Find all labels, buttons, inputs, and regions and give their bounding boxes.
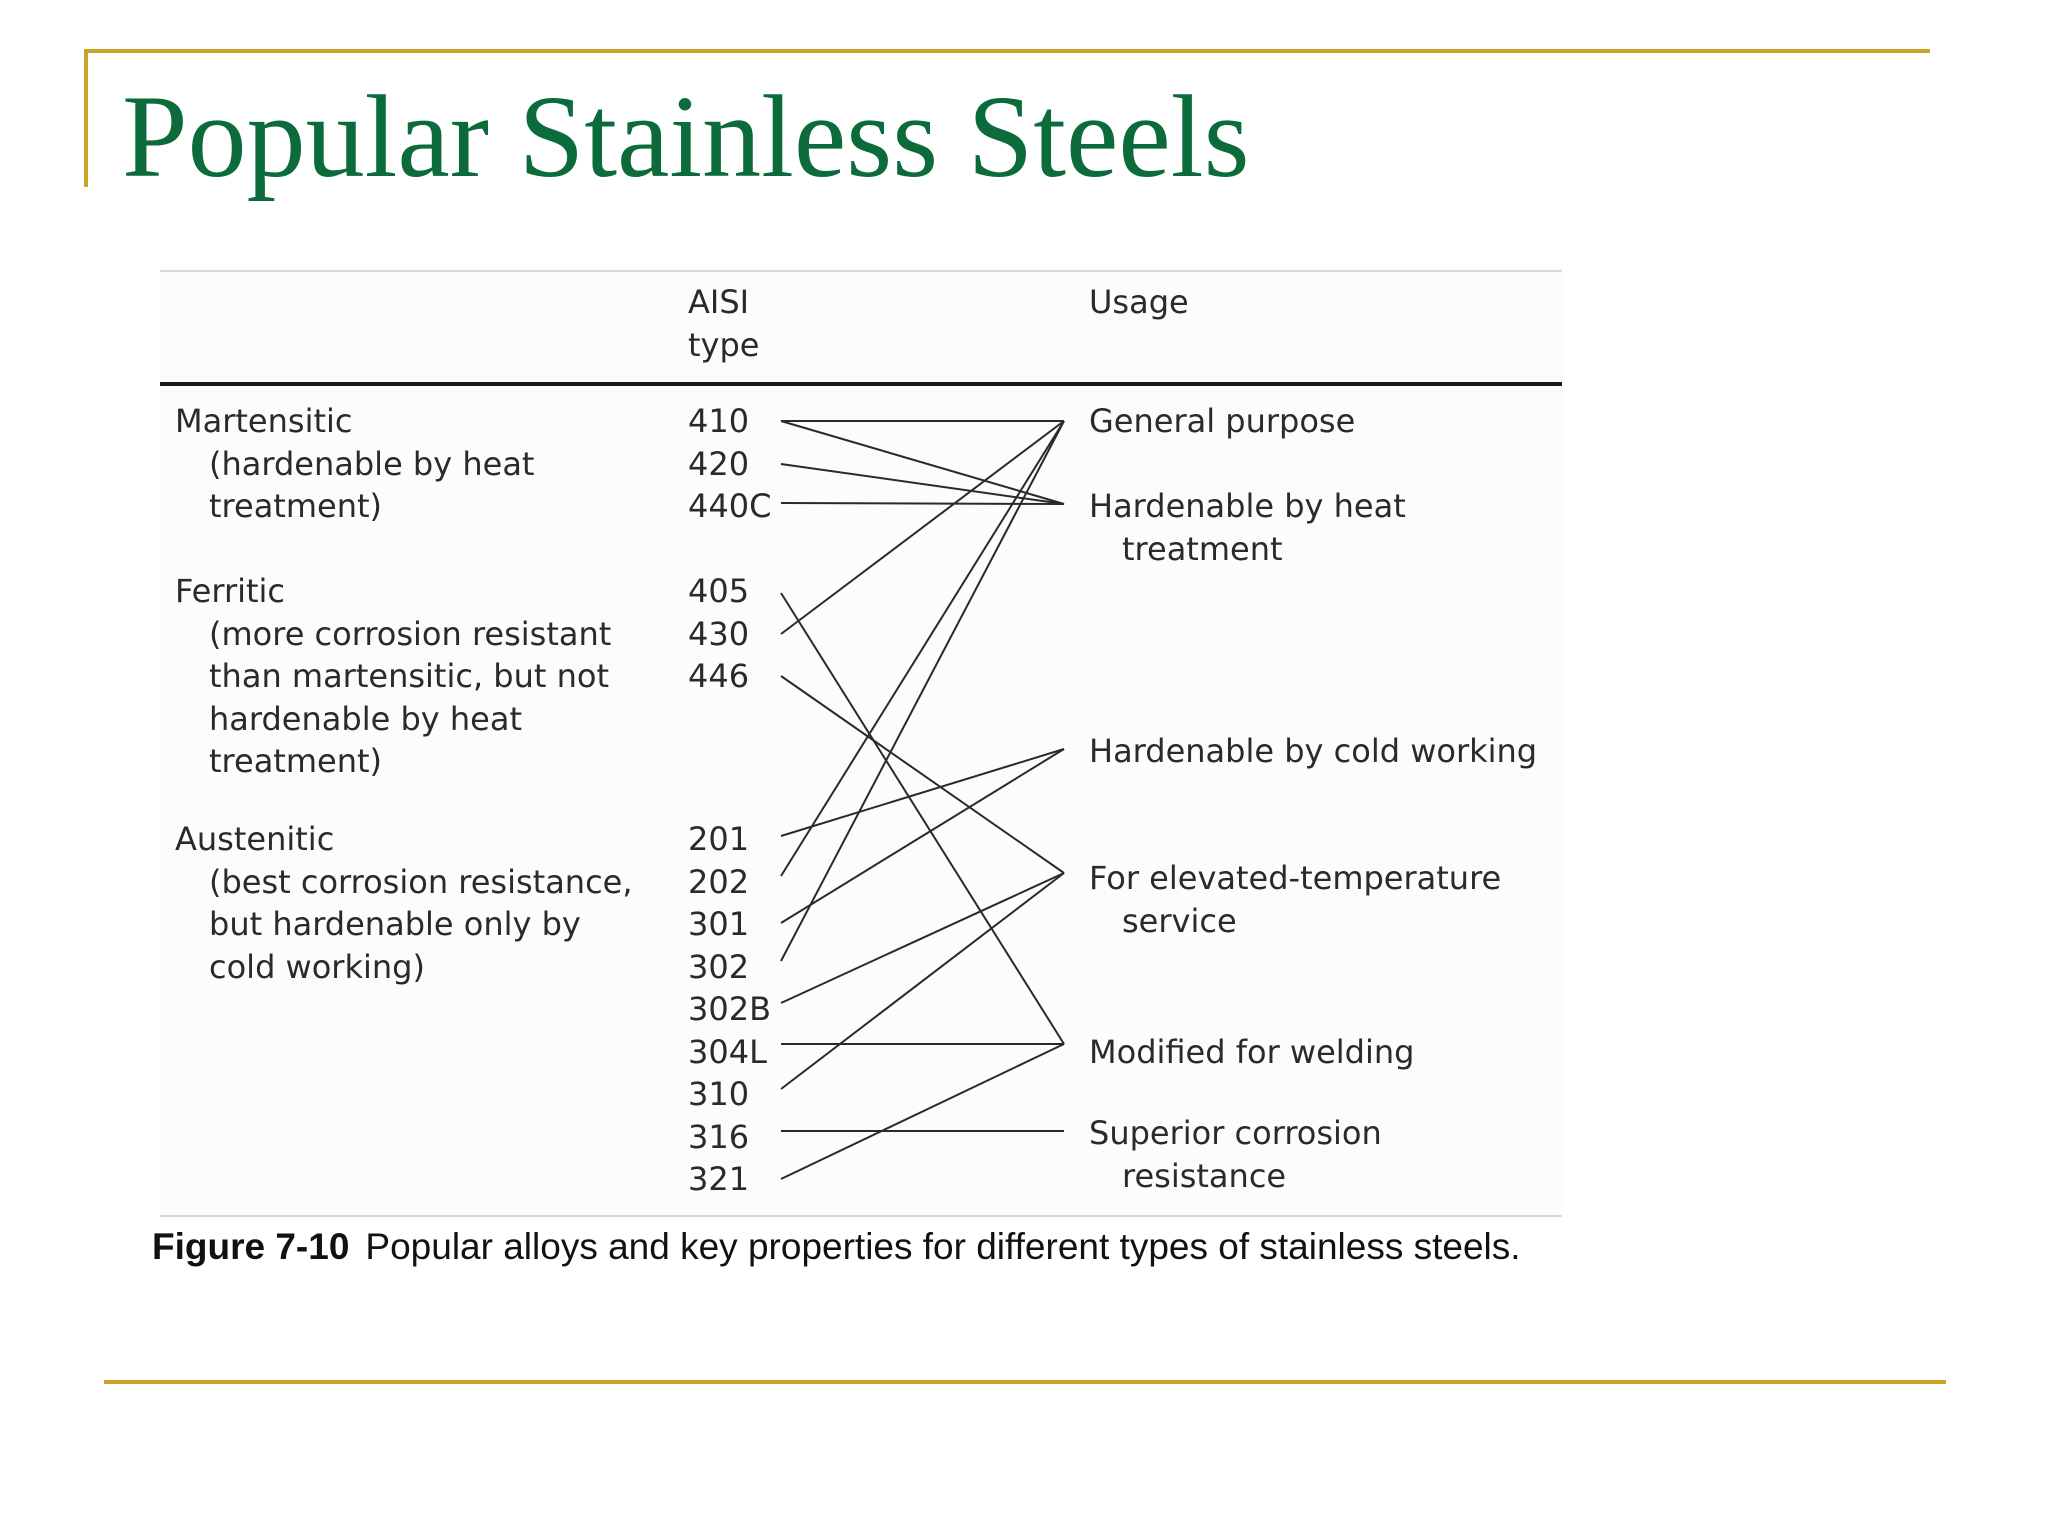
aisi-header-line2: type — [688, 326, 760, 364]
group-note-martensitic-1: (hardenable by heat — [209, 445, 535, 483]
group-note-austenitic-3: cold working) — [209, 948, 425, 986]
group-note-ferritic-2: than martensitic, but not — [209, 657, 609, 695]
connector-430-general — [781, 421, 1064, 634]
caption-text: Popular alloys and key properties for different types of stainless steels. — [365, 1226, 1521, 1267]
type-label-446: 446 — [688, 657, 750, 695]
usage-header: Usage — [1089, 283, 1189, 321]
group-note-ferritic-4: treatment) — [209, 742, 383, 780]
aisi-header-line1: AISI — [688, 283, 750, 321]
usage-label-corrosion-1: Superior corrosion — [1089, 1114, 1382, 1152]
caption-label: Figure 7-10 — [152, 1226, 350, 1267]
group-note-ferritic-1: (more corrosion resistant — [209, 615, 612, 653]
usage-label-cold: Hardenable by cold working — [1089, 732, 1538, 770]
group-name-austenitic: Austenitic — [175, 820, 335, 858]
connector-202-general — [781, 421, 1064, 876]
type-label-321: 321 — [688, 1160, 750, 1198]
connector-410-heat — [781, 421, 1064, 504]
slide-title: Popular Stainless Steels — [122, 71, 1250, 202]
connector-321-welding — [781, 1044, 1064, 1179]
type-label-302: 302 — [688, 948, 750, 986]
type-label-201: 201 — [688, 820, 750, 858]
usage-label-corrosion-2: resistance — [1122, 1157, 1287, 1195]
group-name-ferritic: Ferritic — [175, 572, 286, 610]
connector-310-elevated — [781, 873, 1064, 1089]
group-note-martensitic-2: treatment) — [209, 487, 383, 525]
connector-405-welding — [781, 593, 1064, 1044]
figure-caption — [152, 1222, 1552, 1271]
type-label-440c: 440C — [688, 487, 772, 525]
type-label-410: 410 — [688, 402, 750, 440]
group-note-ferritic-3: hardenable by heat — [209, 700, 522, 738]
group-name-martensitic: Martensitic — [175, 402, 353, 440]
type-label-304l: 304L — [688, 1033, 767, 1071]
usage-label-heat-1: Hardenable by heat — [1089, 487, 1406, 525]
type-label-430: 430 — [688, 615, 750, 653]
connector-201-cold — [781, 749, 1064, 836]
type-label-301: 301 — [688, 905, 750, 943]
usage-label-general: General purpose — [1089, 402, 1356, 440]
connector-420-heat — [781, 464, 1064, 504]
usage-label-elevated-2: service — [1122, 902, 1237, 940]
usage-label-heat-2: treatment — [1122, 530, 1283, 568]
type-label-420: 420 — [688, 445, 750, 483]
connector-302b-elevated — [781, 873, 1064, 1003]
type-label-202: 202 — [688, 863, 750, 901]
group-note-austenitic-2: but hardenable only by — [209, 905, 581, 943]
type-label-302b: 302B — [688, 990, 772, 1028]
type-label-310: 310 — [688, 1075, 750, 1113]
usage-label-welding: Modified for welding — [1089, 1033, 1415, 1071]
slide-bottom-rule — [104, 1380, 1946, 1384]
type-label-316: 316 — [688, 1118, 750, 1156]
type-label-405: 405 — [688, 572, 750, 610]
group-note-austenitic-1: (best corrosion resistance, — [209, 863, 633, 901]
connector-302-general — [781, 421, 1064, 961]
usage-label-elevated-1: For elevated-temperature — [1089, 859, 1502, 897]
